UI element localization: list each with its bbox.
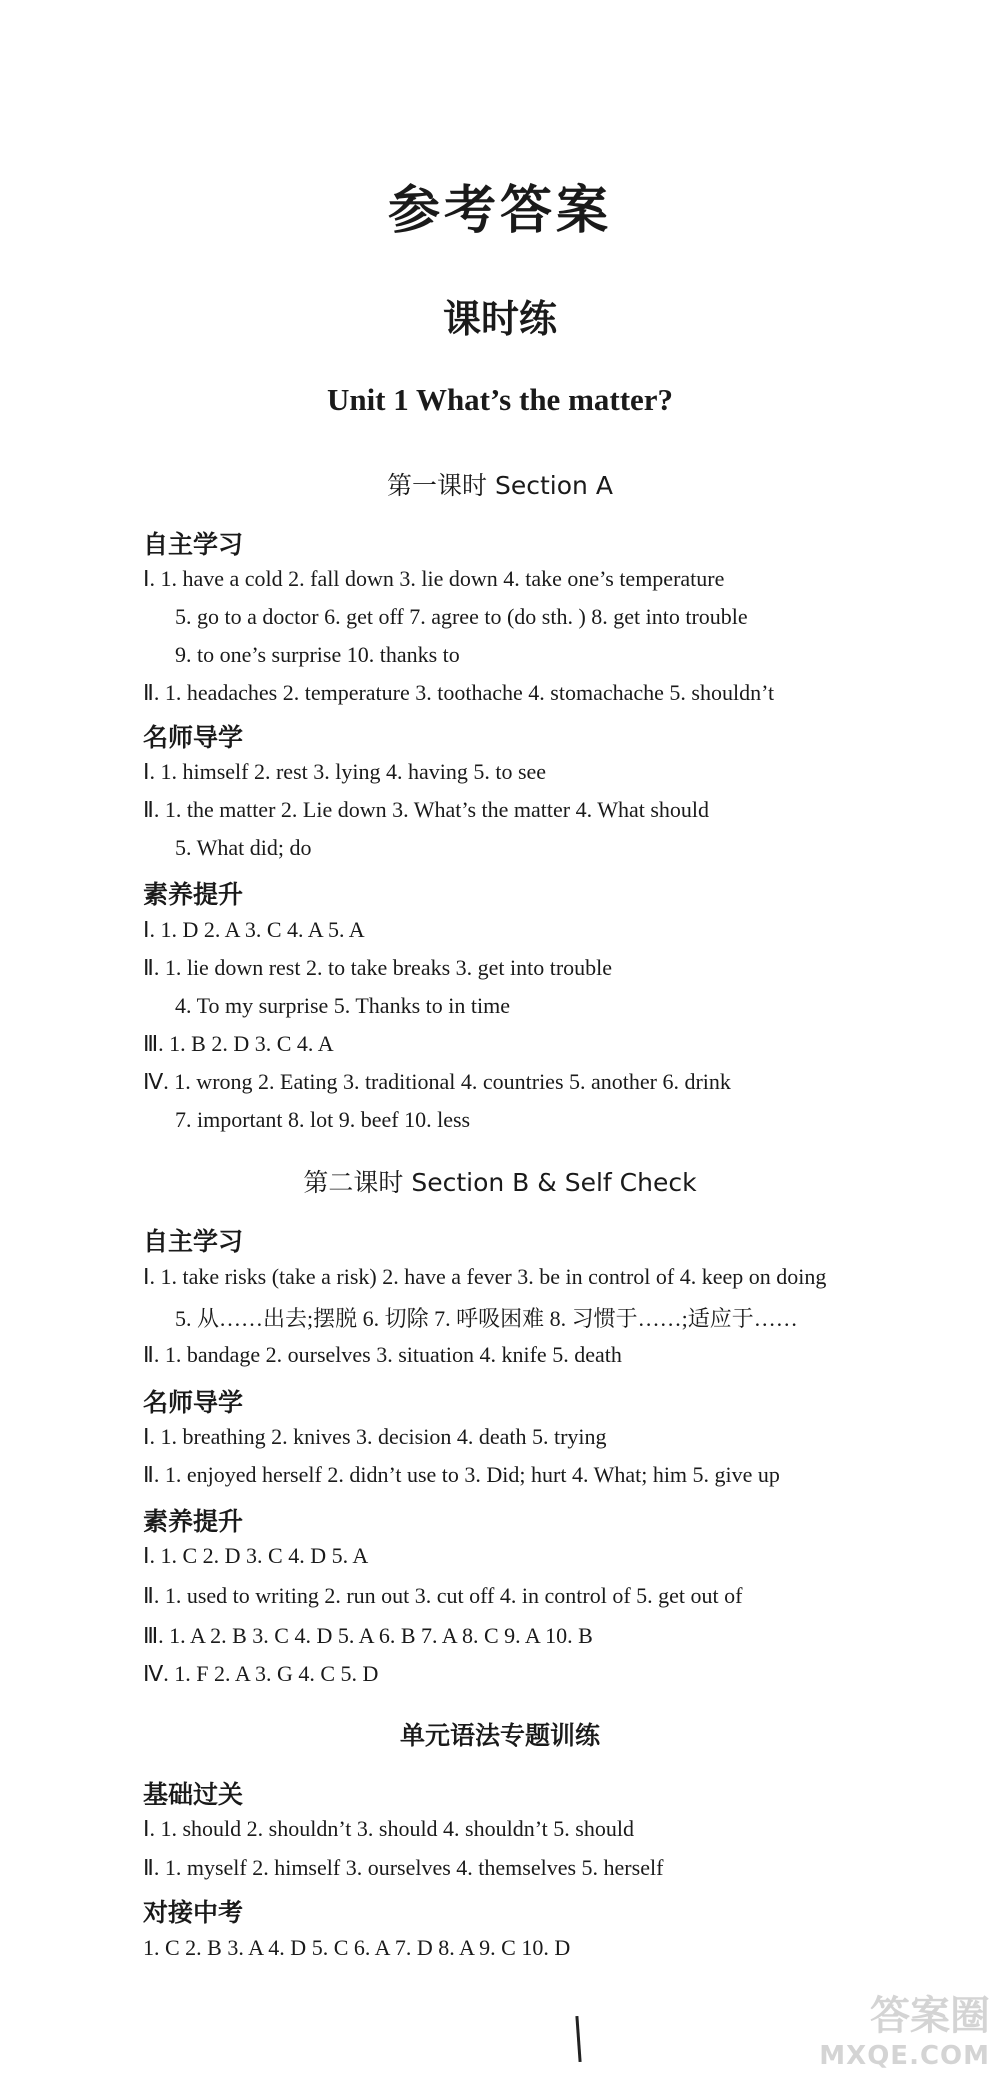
answer-line: 7. important 8. lot 9. beef 10. less <box>175 1107 471 1132</box>
answer-line: Ⅱ. 1. lie down rest 2. to take breaks 3. get into trouble <box>143 955 613 980</box>
answer-line: 5. 从……出去;摆脱 6. 切除 7. 呼吸困难 8. 习惯于……;适应于…… <box>175 1306 798 1331</box>
section-heading: 名师导学 <box>143 723 244 752</box>
answer-line: Ⅱ. 1. bandage 2. ourselves 3. situation 4. knife 5. death <box>143 1342 622 1367</box>
answer-line: Ⅱ. 1. myself 2. himself 3. ourselves 4. themselves 5. herself <box>143 1855 664 1880</box>
section-heading: 自主学习 <box>143 1227 244 1256</box>
scan-mark <box>575 2016 581 2062</box>
unit-title: Unit 1 What’s the matter? <box>326 382 674 417</box>
answer-line: Ⅰ. 1. C 2. D 3. C 4. D 5. A <box>143 1543 369 1568</box>
answer-line: Ⅲ. 1. B 2. D 3. C 4. A <box>143 1031 334 1056</box>
watermark-text-en: MXQE.COM <box>819 2041 990 2071</box>
answer-line: Ⅱ. 1. headaches 2. temperature 3. toothache 4. stomachache 5. shouldn’t <box>143 680 775 705</box>
answer-line: 9. to one’s surprise 10. thanks to <box>175 642 460 667</box>
watermark-text-cn: 答案圈 <box>870 1993 990 2039</box>
answer-line: Ⅳ. 1. wrong 2. Eating 3. traditional 4. countries 5. another 6. drink <box>143 1069 731 1094</box>
page-subtitle: 课时练 <box>442 297 557 341</box>
section-heading: 对接中考 <box>143 1898 244 1927</box>
answer-line: 5. go to a doctor 6. get off 7. agree to (do sth. ) 8. get into trouble <box>175 604 748 629</box>
answer-line: Ⅲ. 1. A 2. B 3. C 4. D 5. A 6. B 7. A 8. C 9. A 10. B <box>143 1623 593 1648</box>
answer-line: Ⅰ. 1. have a cold 2. fall down 3. lie down 4. take one’s temperature <box>143 566 725 591</box>
answer-line: Ⅰ. 1. D 2. A 3. C 4. A 5. A <box>143 917 365 942</box>
section-heading: 基础过关 <box>143 1780 244 1809</box>
answer-line: Ⅰ. 1. should 2. shouldn’t 3. should 4. shouldn’t 5. should <box>143 1816 634 1841</box>
watermark-logo <box>760 1992 990 2078</box>
page-title: 参考答案 <box>387 181 612 241</box>
answer-line: 4. To my surprise 5. Thanks to in time <box>175 993 510 1018</box>
answer-line: 1. C 2. B 3. A 4. D 5. C 6. A 7. D 8. A 9. C 10. D <box>143 1935 571 1960</box>
answer-line: Ⅰ. 1. himself 2. rest 3. lying 4. having 5. to see <box>143 759 547 784</box>
lesson2-title: 第二课时 Section B & Self Check <box>303 1168 697 1197</box>
section-heading: 素养提升 <box>143 880 244 909</box>
lesson1-title: 第一课时 Section A <box>387 471 613 500</box>
grammar-title: 单元语法专题训练 <box>399 1721 600 1750</box>
answer-line: Ⅳ. 1. F 2. A 3. G 4. C 5. D <box>143 1661 379 1686</box>
answer-line: Ⅱ. 1. used to writing 2. run out 3. cut off 4. in control of 5. get out of <box>143 1583 743 1608</box>
answer-line: Ⅰ. 1. take risks (take a risk) 2. have a fever 3. be in control of 4. keep on doing <box>143 1264 827 1289</box>
section-heading: 自主学习 <box>143 530 244 559</box>
answer-line: Ⅱ. 1. enjoyed herself 2. didn’t use to 3. Did; hurt 4. What; him 5. give up <box>143 1462 780 1487</box>
section-heading: 名师导学 <box>143 1388 244 1417</box>
answer-line: Ⅱ. 1. the matter 2. Lie down 3. What’s the matter 4. What should <box>143 797 710 822</box>
answer-line: Ⅰ. 1. breathing 2. knives 3. decision 4. death 5. trying <box>143 1424 607 1449</box>
section-heading: 素养提升 <box>143 1507 244 1536</box>
answer-line: 5. What did; do <box>175 835 312 860</box>
